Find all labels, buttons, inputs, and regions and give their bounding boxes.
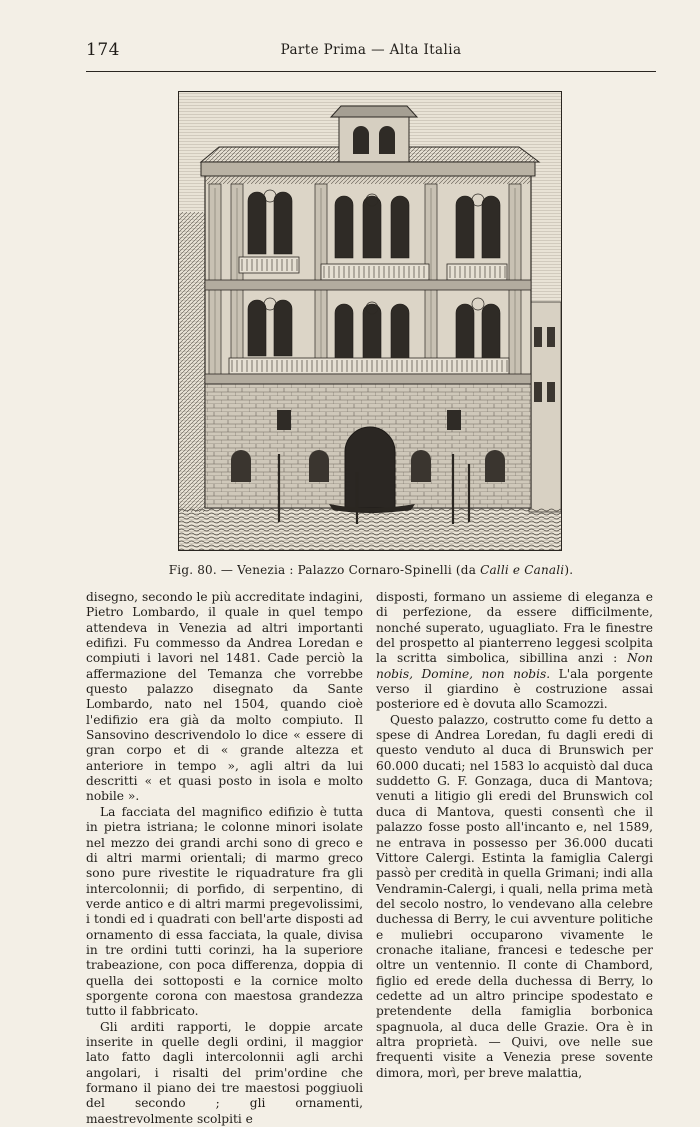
page-number: 174 — [86, 40, 120, 60]
figure-caption — [86, 563, 656, 577]
header-rule — [86, 71, 656, 72]
paragraph — [376, 590, 653, 713]
caption-source: Calli e Canali — [480, 563, 565, 577]
text-column-right — [376, 590, 653, 1081]
paragraph: La facciata del magnifico edifizio è tutta in pietra istriana; le colonne minori isolate nel mezzo dei grandi archi sono di greco e di altri marmi orientali; di marmo greco sono pure rivestite le riquadrature fra gli intercolonnii; di porfido, di serpentino, di verde antico e di altri marmi pregevolissimi, i tondi ed i quadrati con bell'arte disposti ad ornamento di essa facciata, la quale, divisa in tre ordini tutti corinzi, ha la superiore trabeazione, con poca differenza, doppia di quella dei sottoposti e la cornice molto sporgente corona con maestosa grandezza tutto il fabbricato. — [86, 804, 363, 1019]
page-header — [86, 40, 656, 70]
paragraph-text-end: L'ala porgente verso il giardino è costruzione assai posteriore ed è dovuta allo Scamozzi. — [376, 666, 654, 712]
latin-motto: Non nobis, Domine, non nobis. — [376, 651, 653, 681]
figure-illustration — [178, 91, 562, 551]
palazzo-engraving — [179, 92, 561, 550]
paragraph: Questo palazzo, costrutto come fu detto a spese di Andrea Loredan, fu dagli eredi di questo venduto al duca di Brunswich per 60.000 ducati; nel 1583 lo acquistò dal duca suddetto G. F. Gonzaga, duca di Mantova; venuti a litigio gli eredi del Brunswich col duca di Mantova, questi consentì che il palazzo fosse posto all'incanto e, nel 1589, ne entrava in possesso per 36.000 ducati Vittore Calergi. Estinta la famiglia Calergi passò per credità in quella Grimani; indi alla Vendramin-Calergi, i quali, nella prima metà del secolo nostro, lo vendevano alla celebre duchessa di Berry, le cui avventure politiche e muliebri occuparono vivamente le cronache italiane, francesi e tedesche per oltre un ventennio. Il conte di Chambord, figlio ed erede della duchessa di Berry, lo cedette ad un altro principe spodestato e pretendente della famiglia borbonica spagnuola, al duca delle Grazie. Ora è in altra proprietà. — Quivi, ove nelle sue frequenti visite a Venezia prese sovente dimora, morì, per breve malattia, — [376, 712, 653, 1080]
caption-suffix: ). — [564, 563, 574, 577]
running-title: Parte Prima — Alta Italia — [280, 42, 462, 58]
caption-prefix: Fig. 80. — Venezia : Palazzo Cornaro-Spinelli (da — [168, 563, 481, 577]
text-column-left — [86, 590, 363, 1127]
paragraph: Gli arditi rapporti, le doppie arcate inserite in quelle degli ordini, il maggior lato fatto dagli intercolonnii agli archi angolari, i risalti del prim'ordine che formano il piano dei tre maestosi poggiuoli del secondo ; gli ornamenti, maestrevolmente scolpiti e — [86, 1019, 363, 1126]
paragraph-text: disposti, formano un assieme di eleganza e di perfezione, da essere difficilmente, nonché superato, uguagliato. Fra le finestre del prospetto al pianterreno leggesi scolpita la scritta simbolica, sibillina anzi : — [376, 590, 653, 666]
paragraph: disegno, secondo le più accreditate indagini, Pietro Lombardo, il quale in quel tempo attendeva in Venezia ad altri importanti edifizi. Fu commesso da Andrea Loredan e compiuti i lavori nel 1481. Cade perciò la affermazione del Temanza che vorrebbe questo palazzo disegnato da Sante Lombardo, nato nel 1504, quando cioè l'edifizio era già da molto compiuto. Il Sansovino descrivendolo lo dice « essere di gran corpo et di « grande altezza et anteriore in tempo », agli altri da lui descritti « et quasi posto in isola e molto nobile ». — [86, 590, 363, 804]
